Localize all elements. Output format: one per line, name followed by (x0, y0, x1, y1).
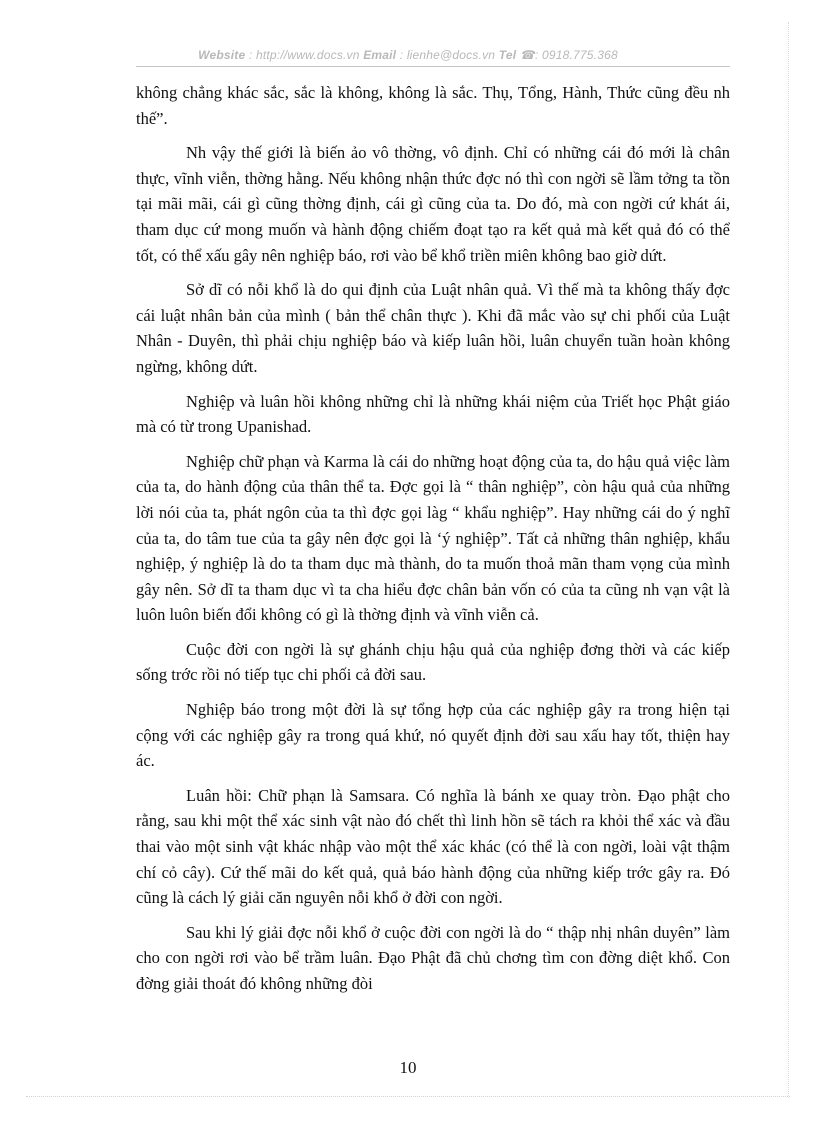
page-number: 10 (399, 1058, 417, 1077)
paragraph: Nh vậy thế giới là biến ảo vô thờng, vô định. Chỉ có những cái đó mới là chân thực, vĩnh viễn, thờng hằng. Nếu không nhận thức đợc nó thì con ngời sẽ lầm tởng ta tồn tại mãi mãi, cái gì cũng thờng định, cái gì cũng của ta. Do đó, mà con ngời cứ khát ái, tham dục cứ mong muốn và hành động chiếm đoạt tạo ra kết quả mà kết quả đó có thể tốt, có thể xấu gây nên nghiệp báo, rơi vào bể khổ triền miên không bao giờ dứt. (136, 143, 730, 265)
body-text (136, 80, 730, 1006)
website-value: : http://www.docs.vn (248, 48, 360, 62)
page-header (0, 48, 816, 62)
email-value: : lienhe@docs.vn (399, 48, 496, 62)
email-label: Email (363, 48, 397, 62)
paragraph: Sở dĩ có nỗi khổ là do qui định của Luật nhân quả. Vì thế mà ta không thấy đợc cái luật nhân bản của mình ( bản thể chân thực ). Khi đã mắc vào sự chi phối của Luật Nhân - Duyên, thì phải chịu nghiệp báo và kiếp luân hồi, luân chuyển tuần hoàn không ngừng, không dứt. (136, 280, 730, 376)
paragraph: không chẳng khác sắc, sắc là không, không là sắc. Thụ, Tổng, Hành, Thức cũng đều nh thế”. (136, 83, 730, 128)
website-label: Website (198, 48, 246, 62)
tel-value: : 0918.775.368 (534, 48, 618, 62)
paragraph: Cuộc đời con ngời là sự ghánh chịu hậu quả của nghiệp đơng thời và các kiếp sống trớc rồi nó tiếp tục chi phối cả đời sau. (136, 639, 730, 685)
paragraph: Nghiệp chữ phạn và Karma là cái do những hoạt động của ta, do hậu quả việc làm của ta, do hành động của thân thể ta. Đợc gọi là “ thân nghiệp”, còn hậu quả của những lời nói của ta, phát ngôn của ta thì đợc gọi làg “ khẩu nghiệp”. Hay những cái do ý nghĩ của ta, do tâm tue của ta gây nên đợc gọi là ‘ý nghiệp”. Tất cả những thân nghiệp, khẩu nghiệp, ý nghiệp là do ta tham dục mà thành, do ta muốn thoả mãn tham vọng của mình gây nên. Sở dĩ ta tham dục vì ta cha hiểu đợc chân bản vốn có của ta cũng nh vạn vật là luôn luôn biến đổi không có gì là thờng định và vĩnh viễn cả. (136, 451, 730, 625)
paragraph: Sau khi lý giải đợc nỗi khổ ở cuộc đời con ngời là do “ thập nhị nhân duyên” làm cho con ngời rơi vào bể trầm luân. Đạo Phật đã chủ chơng tìm con đờng diệt khổ. Con đờng giải thoát đó không những đòi (136, 922, 730, 993)
telephone-icon: ☎ (519, 48, 535, 62)
paragraph: Luân hồi: Chữ phạn là Samsara. Có nghĩa là bánh xe quay tròn. Đạo phật cho rằng, sau khi một thể xác sinh vật nào đó chết thì linh hồn sẽ tách ra khỏi thể xác và đầu thai vào một sinh vật khác nhập vào một thể xác khác (có thể là con ngời, loài vật thậm chí cỏ cây). Cứ thế mãi do kết quả, quả báo hành động của những kiếp trớc gây ra. Đó cũng là cách lý giải căn nguyên nỗi khổ ở đời con ngời. (136, 785, 730, 908)
tel-label: Tel (498, 48, 517, 62)
paragraph: Nghiệp và luân hồi không những chỉ là những khái niệm của Triết học Phật giáo mà có từ trong Upanishad. (136, 391, 730, 437)
header-divider (136, 66, 730, 67)
paragraph: Nghiệp báo trong một đời là sự tổng hợp của các nghiệp gây ra trong hiện tại cộng với các nghiệp gây ra trong quá khứ, nó quyết định đời sau xấu hay tốt, thiện hay ác. (136, 700, 730, 771)
right-margin-line (788, 22, 789, 1098)
bottom-divider (26, 1096, 790, 1097)
